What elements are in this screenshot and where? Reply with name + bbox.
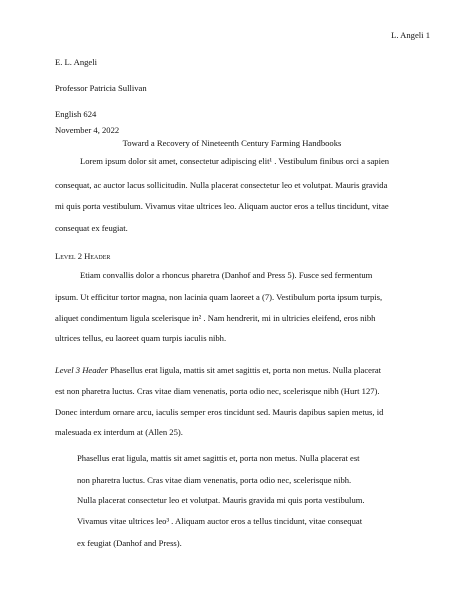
running-head: L. Angeli 1 — [391, 30, 430, 40]
paragraph-line: est non pharetra luctus. Cras vitae diam venenatis, porta odio nec, scelerisque nibh (Hurt 127). — [55, 386, 380, 396]
block-quote-line: ex feugiat (Danhof and Press). — [77, 538, 182, 548]
paragraph-line: mi quis porta vestibulum. Vivamus vitae ultrices leo. Aliquam auctor eros a tellus tincidunt, vitae — [55, 201, 389, 211]
block-quote-line: Vivamus vitae ultrices leo³ . Aliquam auctor eros a tellus tincidunt, vitae consequat — [77, 516, 363, 526]
block-quote-line: Nulla placerat consectetur leo et volutpat. Mauris gravida mi quis porta vestibulum. — [77, 495, 365, 505]
paragraph-line: ipsum. Ut efficitur tortor magna, non lacinia quam laoreet a (7). Vestibulum porta ipsum turpis, — [55, 292, 383, 302]
paragraph-line: malesuada ex interdum at (Allen 25). — [55, 427, 183, 437]
paragraph-line: Etiam convallis dolor a rhoncus pharetra (Danhof and Press 5). Fusce sed fermentum — [80, 270, 373, 280]
author-name: E. L. Angeli — [55, 57, 98, 67]
block-quote-line: Phasellus erat ligula, mattis sit amet sagittis et, porta non metus. Nulla placerat est — [77, 453, 360, 463]
professor-name: Professor Patricia Sullivan — [55, 83, 147, 93]
paragraph-line: ultrices tellus, eu laoreet quam turpis iaculis nibh. — [55, 333, 227, 343]
paragraph-line — [55, 365, 381, 375]
paper-title: Toward a Recovery of Nineteenth Century Farming Handbooks — [122, 138, 342, 148]
paragraph-line: Donec interdum ornare arcu, iaculis semper eros tincidunt sed. Mauris dapibus sapien metus, id — [55, 407, 384, 417]
level-3-run-in-text: Phasellus erat ligula, mattis sit amet sagittis et, porta non metus. Nulla placerat — [110, 365, 382, 375]
course-name: English 624 — [55, 109, 97, 119]
paragraph-line: consequat, ac auctor lacus sollicitudin. Nulla placerat consectetur leo et volutpat. Mauris gravida — [55, 180, 388, 190]
level-3-header: Level 3 Header — [55, 365, 108, 375]
paper-date: November 4, 2022 — [55, 125, 120, 135]
paragraph-line: aliquet condimentum ligula scelerisque in² . Nam hendrerit, mi in ultricies eleifend, eros nibh — [55, 313, 376, 323]
paragraph-line: consequat ex feugiat. — [55, 223, 128, 233]
paragraph-line: Lorem ipsum dolor sit amet, consectetur adipiscing elit¹ . Vestibulum finibus orci a sapien — [80, 156, 390, 166]
level-2-header: Level 2 Header — [55, 251, 111, 261]
block-quote-line: non pharetra luctus. Cras vitae diam venenatis, porta odio nec, scelerisque nibh. — [77, 475, 352, 485]
